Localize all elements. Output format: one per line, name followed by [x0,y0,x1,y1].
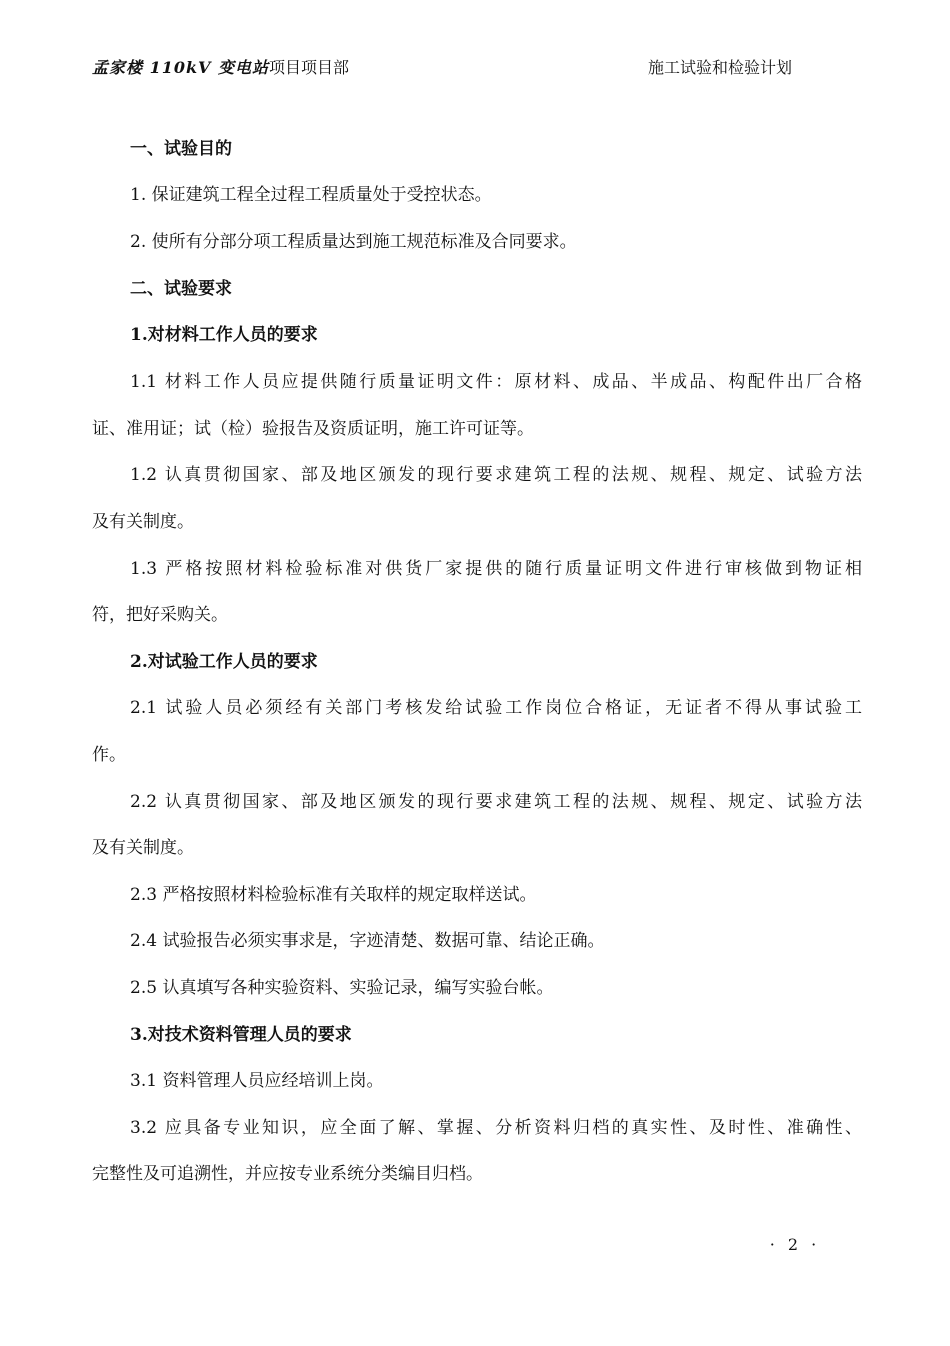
section-title-purpose: 一、试验目的 [130,139,232,159]
materials-item-1-1-line-1: 1.1 材料工作人员应提供随行质量证明文件：原材料、成品、半成品、构配件出厂合格 [130,372,862,392]
header-project-name-stylized: 孟家楼 110kV 变电站 [92,58,270,77]
page-header [92,56,858,80]
page-number: · 2 · [769,1235,821,1254]
records-item-3-2-line-1: 3.2 应具备专业知识，应全面了解、掌握、分析资料归档的真实性、及时性、准确性、 [130,1118,862,1138]
materials-item-1-3-line-2: 符，把好采购关。 [92,605,228,625]
testing-item-2-2-line-1: 2.2 认真贯彻国家、部及地区颁发的现行要求建筑工程的法规、规程、规定、试验方法 [130,792,862,812]
materials-item-1-2-line-1: 1.2 认真贯彻国家、部及地区颁发的现行要求建筑工程的法规、规程、规定、试验方法 [130,465,862,485]
testing-item-2-4: 2.4 试验报告必须实事求是，字迹清楚、数据可靠、结论正确。 [130,931,605,951]
header-document-title: 施工试验和检验计划 [648,58,793,77]
subsection-title-materials: 1.对材料工作人员的要求 [130,325,318,345]
header-project-name [92,56,349,80]
subsection-title-testing: 2.对试验工作人员的要求 [130,652,318,672]
materials-item-1-2-line-2: 及有关制度。 [92,512,194,532]
testing-item-2-3: 2.3 严格按照材料检验标准有关取样的规定取样送试。 [130,885,537,905]
header-project-name-plain: 项目项目部 [269,58,350,77]
testing-item-2-5: 2.5 认真填写各种实验资料、实验记录，编写实验台帐。 [130,978,554,998]
purpose-item-2: 2. 使所有分部分项工程质量达到施工规范标准及合同要求。 [130,232,577,252]
section-title-requirements: 二、试验要求 [130,279,232,299]
header-divider [92,86,858,87]
testing-item-2-1-line-1: 2.1 试验人员必须经有关部门考核发给试验工作岗位合格证，无证者不得从事试验工 [130,698,862,718]
records-item-3-1: 3.1 资料管理人员应经培训上岗。 [130,1071,384,1091]
records-item-3-2-line-2: 完整性及可追溯性，并应按专业系统分类编目归档。 [92,1164,483,1184]
testing-item-2-2-line-2: 及有关制度。 [92,838,194,858]
subsection-title-records: 3.对技术资料管理人员的要求 [130,1025,352,1045]
purpose-item-1: 1. 保证建筑工程全过程工程质量处于受控状态。 [130,185,492,205]
testing-item-2-1-line-2: 作。 [92,745,126,765]
materials-item-1-1-line-2: 证、准用证；试（检）验报告及资质证明，施工许可证等。 [92,419,534,439]
materials-item-1-3-line-1: 1.3 严格按照材料检验标准对供货厂家提供的随行质量证明文件进行审核做到物证相 [130,559,862,579]
